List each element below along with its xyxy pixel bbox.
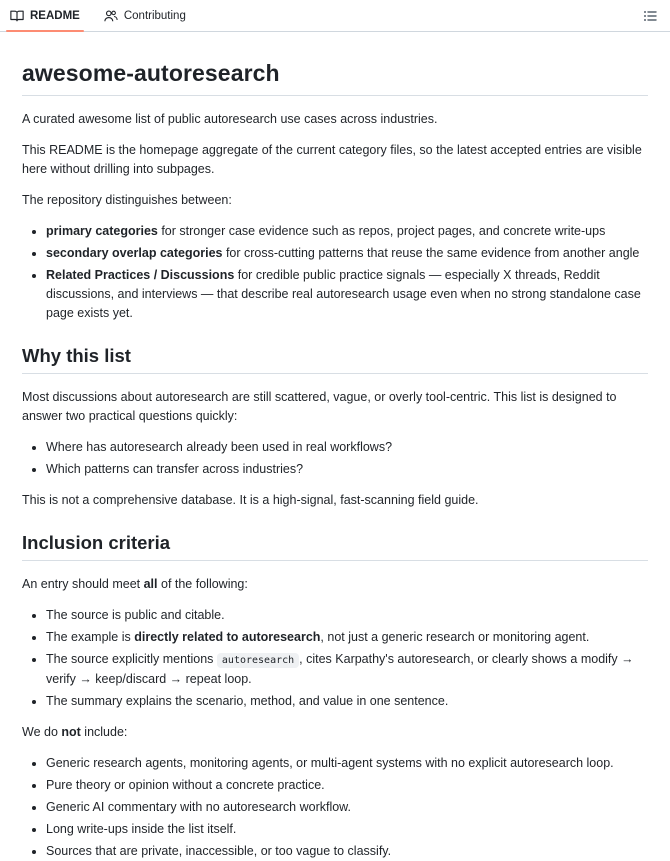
inclusion-criteria-list	[22, 606, 648, 711]
list-item	[46, 266, 648, 323]
tab-readme[interactable]	[10, 0, 90, 31]
list-item	[46, 628, 648, 647]
book-icon	[10, 9, 24, 23]
intro-paragraph: A curated awesome list of public autoresearch use cases across industries.	[22, 112, 438, 126]
list-item-text: for stronger case evidence such as repos, project pages, and concrete write-ups	[157, 224, 606, 238]
tab-contributing-label: Contributing	[123, 9, 186, 22]
list-item: • The source is public and citable.	[46, 606, 648, 625]
list-item	[46, 244, 648, 263]
list-item-text: for credible public practice signals — especially X threads, Reddit discussions, and interviews — that describe real autoresearch usage even when no strong standalone case page exists yet.	[46, 268, 641, 320]
text-bold: directly related to autoresearch	[134, 630, 321, 644]
inclusion-paragraph	[22, 575, 648, 594]
text-span: The source explicitly mentions	[46, 652, 217, 666]
exclusion-paragraph	[22, 723, 648, 742]
list-unordered-icon[interactable]	[642, 8, 658, 24]
list-item: • Generic research agents, monitoring agents, or multi-agent systems with no explicit autoresearch loop.	[46, 754, 648, 773]
list-item: • Generic AI commentary with no autoresearch workflow.	[46, 798, 648, 817]
list-item: • Where has autoresearch already been used in real workflows?	[46, 438, 648, 457]
list-item-text: for cross-cutting patterns that reuse the same evidence from another angle	[222, 246, 640, 260]
exclusion-list	[22, 754, 648, 861]
why-paragraph: Most discussions about autoresearch are still scattered, vague, or overly tool-centric. This list is designed to answer two practical questions quickly:	[22, 390, 617, 423]
tab-readme-label: README	[30, 9, 80, 22]
text-bold: all	[143, 577, 158, 591]
list-item: • Pure theory or opinion without a concrete practice.	[46, 776, 648, 795]
list-item: • Long write-ups inside the list itself.	[46, 820, 648, 839]
text-span: include:	[80, 725, 128, 739]
intro-aggregate-paragraph: This README is the homepage aggregate of the current category files, so the latest accepted entries are visible here without drilling into subpages.	[22, 143, 642, 176]
list-item: • Sources that are private, inaccessible, or too vague to classify.	[46, 842, 648, 861]
list-item: • The summary explains the scenario, method, and value in one sentence.	[46, 692, 648, 711]
list-item	[46, 222, 648, 241]
list-item-bold: secondary overlap categories	[46, 246, 223, 260]
text-span: , not just a generic research or monitoring agent.	[320, 630, 590, 644]
section-heading-inclusion: Inclusion criteria	[22, 532, 648, 561]
section-heading-why: Why this list	[22, 345, 648, 374]
list-item	[46, 650, 648, 689]
tab-contributing[interactable]	[104, 0, 196, 31]
text-span: We do	[22, 725, 62, 739]
text-span: The example is	[46, 630, 135, 644]
page-title: awesome-autoresearch	[22, 32, 648, 96]
list-item-bold: Related Practices / Discussions	[46, 268, 235, 282]
list-item: • Which patterns can transfer across industries?	[46, 460, 648, 479]
text-span: An entry should meet	[22, 577, 144, 591]
text-bold: not	[61, 725, 81, 739]
text-span: of the following:	[157, 577, 248, 591]
readme-body	[0, 32, 670, 861]
readme-tabbar	[0, 0, 670, 32]
people-icon	[104, 9, 118, 23]
intro-distinguish-paragraph: The repository distinguishes between:	[22, 193, 232, 207]
inline-code: autoresearch	[217, 653, 299, 668]
why-summary-paragraph: This is not a comprehensive database. It is a high-signal, fast-scanning field guide.	[22, 493, 479, 507]
text-span: , cites Karpathy's autoresearch, or clearly shows a modify → verify → keep/discard → repeat loop.	[46, 652, 634, 686]
list-item-bold: primary categories	[46, 224, 158, 238]
category-type-list	[22, 222, 648, 323]
why-question-list	[22, 438, 648, 479]
